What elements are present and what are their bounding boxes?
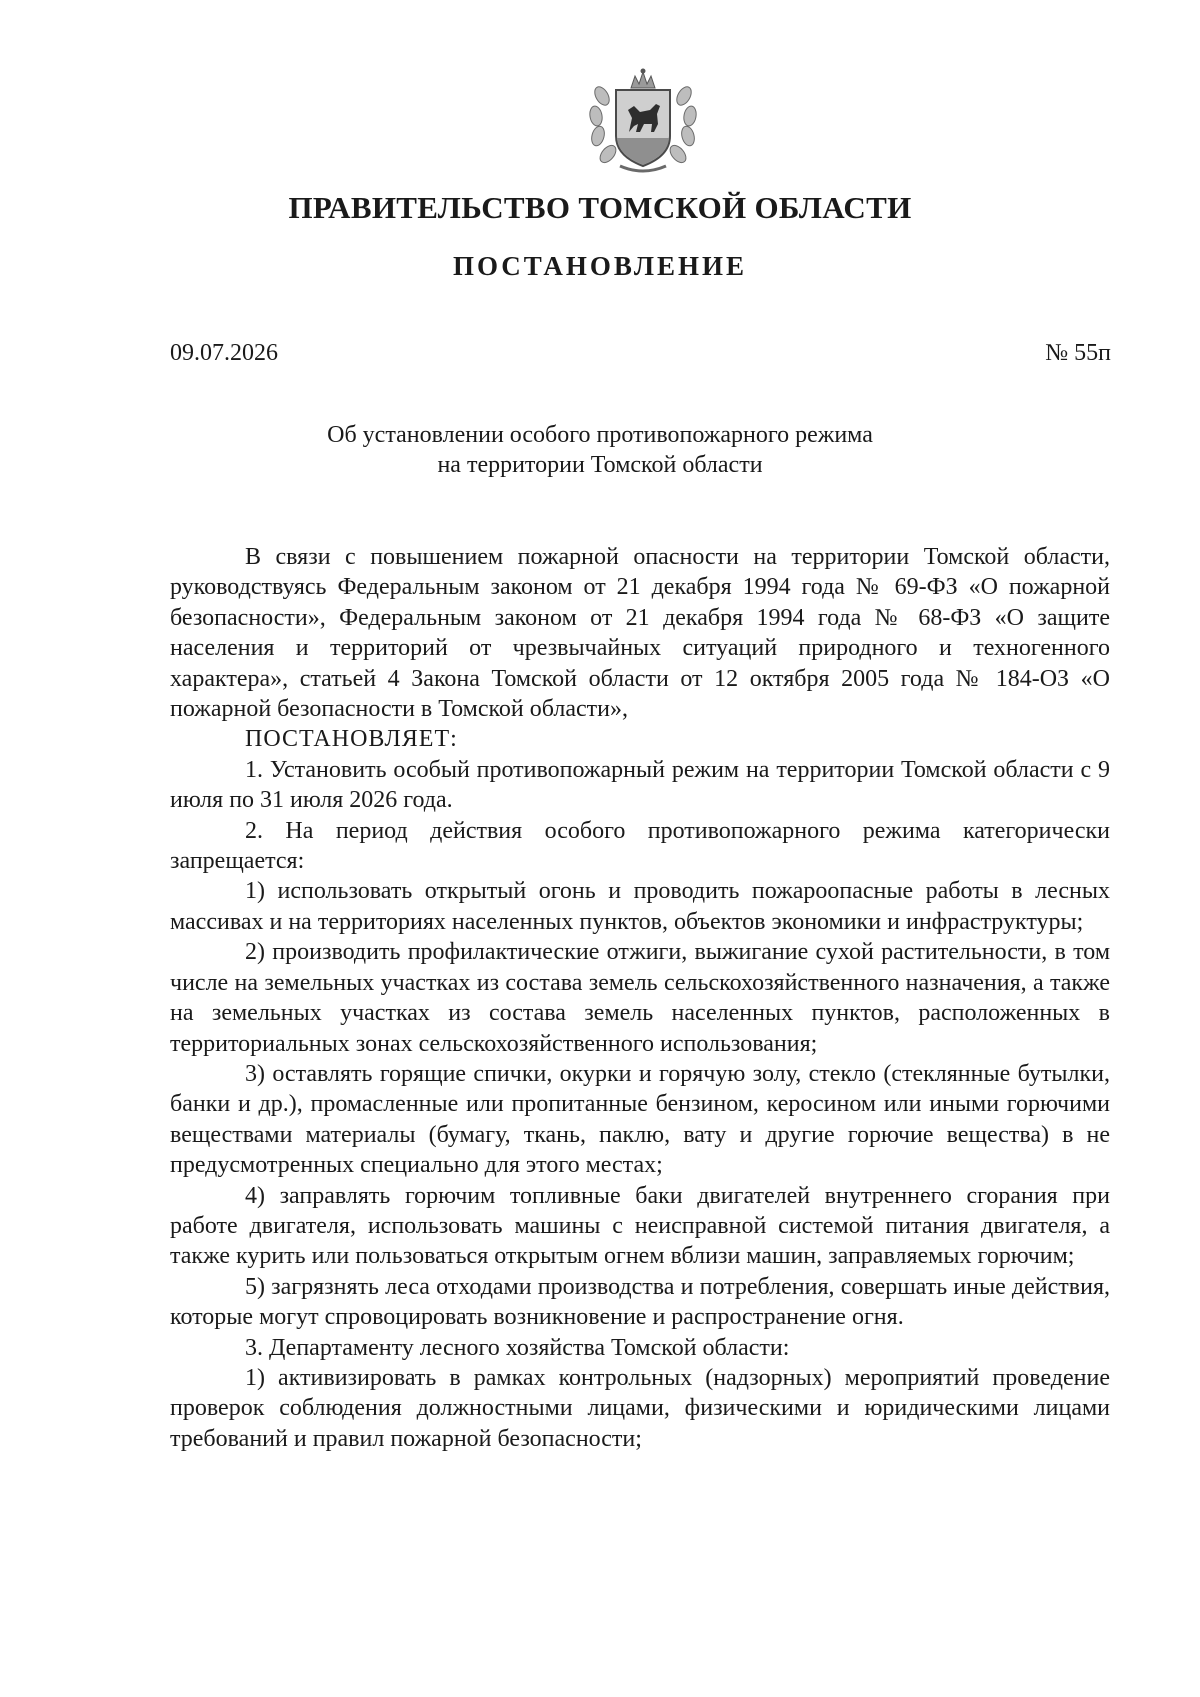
document-subject — [0, 420, 1200, 480]
coat-of-arms-icon — [584, 66, 702, 176]
sub-clause-paragraph: 1) использовать открытый огонь и проводить пожароопасные работы в лесных массивах и на территориях населенных пунктов, объектов экономики и инфраструктуры; — [170, 878, 1110, 935]
organization-title: ПРАВИТЕЛЬСТВО ТОМСКОЙ ОБЛАСТИ — [288, 190, 912, 225]
preamble-paragraph: В связи с повышением пожарной опасности на территории Томской области, руководствуясь Федеральным законом от 21 декабря 1994 года № 69-ФЗ «О пожарной безопасности», Федеральным законом от 21 декабря 1994 года № 68-ФЗ «О защите населения и территорий от чрезвычайных ситуаций природного и техногенного характера», статьей 4 Закона Томской области от 12 октября 2005 года № 184-ОЗ «О пожарной безопасности в Томской области», — [170, 544, 1110, 723]
clause-paragraph: 3. Департаменту лесного хозяйства Томской области: — [245, 1334, 790, 1361]
subject-line: Об установлении особого противопожарного режима — [327, 422, 873, 448]
document-body — [170, 542, 1110, 1454]
clause-paragraph: 2. На период действия особого противопожарного режима категорически запрещается: — [170, 817, 1110, 875]
sub-clause-paragraph: 2) производить профилактические отжиги, выжигание сухой растительности, в том числе на земельных участках из состава земель сельскохозяйственного назначения, а также на земельных участках из состава земель населенных пунктов, расположенных в территориальных зонах сельскохозяйственного использования; — [170, 939, 1110, 1057]
clause-paragraph: 1. Установить особый противопожарный режим на территории Томской области с 9 июля по 31 июля 2026 года. — [170, 756, 1110, 814]
document-number: № 55п — [1045, 340, 1111, 366]
subject-line: на территории Томской области — [437, 452, 763, 478]
sub-clause-paragraph: 4) заправлять горючим топливные баки двигателей внутреннего сгорания при работе двигателя, использовать машины с неисправной системой питания двигателя, а также курить или пользоваться открытым огнем вблизи машин, заправляемых горючим; — [170, 1182, 1110, 1270]
document-date: 09.07.2026 — [170, 340, 278, 366]
document-type: ПОСТАНОВЛЕНИЕ — [452, 251, 748, 281]
sub-clause-paragraph: 3) оставлять горящие спички, окурки и горячую золу, стекло (стеклянные бутылки, банки и др.), промасленные или пропитанные бензином, керосином или иными горючими веществами материалы (бумагу, ткань, паклю, вату и другие горючие вещества) в не предусмотренных специально для этого местах; — [170, 1060, 1110, 1179]
sub-clause-paragraph: 5) загрязнять леса отходами производства и потребления, совершать иные действия, которые могут спровоцировать возникновение и распространение огня. — [170, 1273, 1110, 1331]
decree-word: ПОСТАНОВЛЯЕТ: — [245, 726, 458, 753]
sub-clause-paragraph: 1) активизировать в рамках контрольных (надзорных) мероприятий проведение проверок соблюдения должностными лицами, физическими и юридическими лицами требований и правил пожарной безопасности; — [170, 1364, 1110, 1452]
